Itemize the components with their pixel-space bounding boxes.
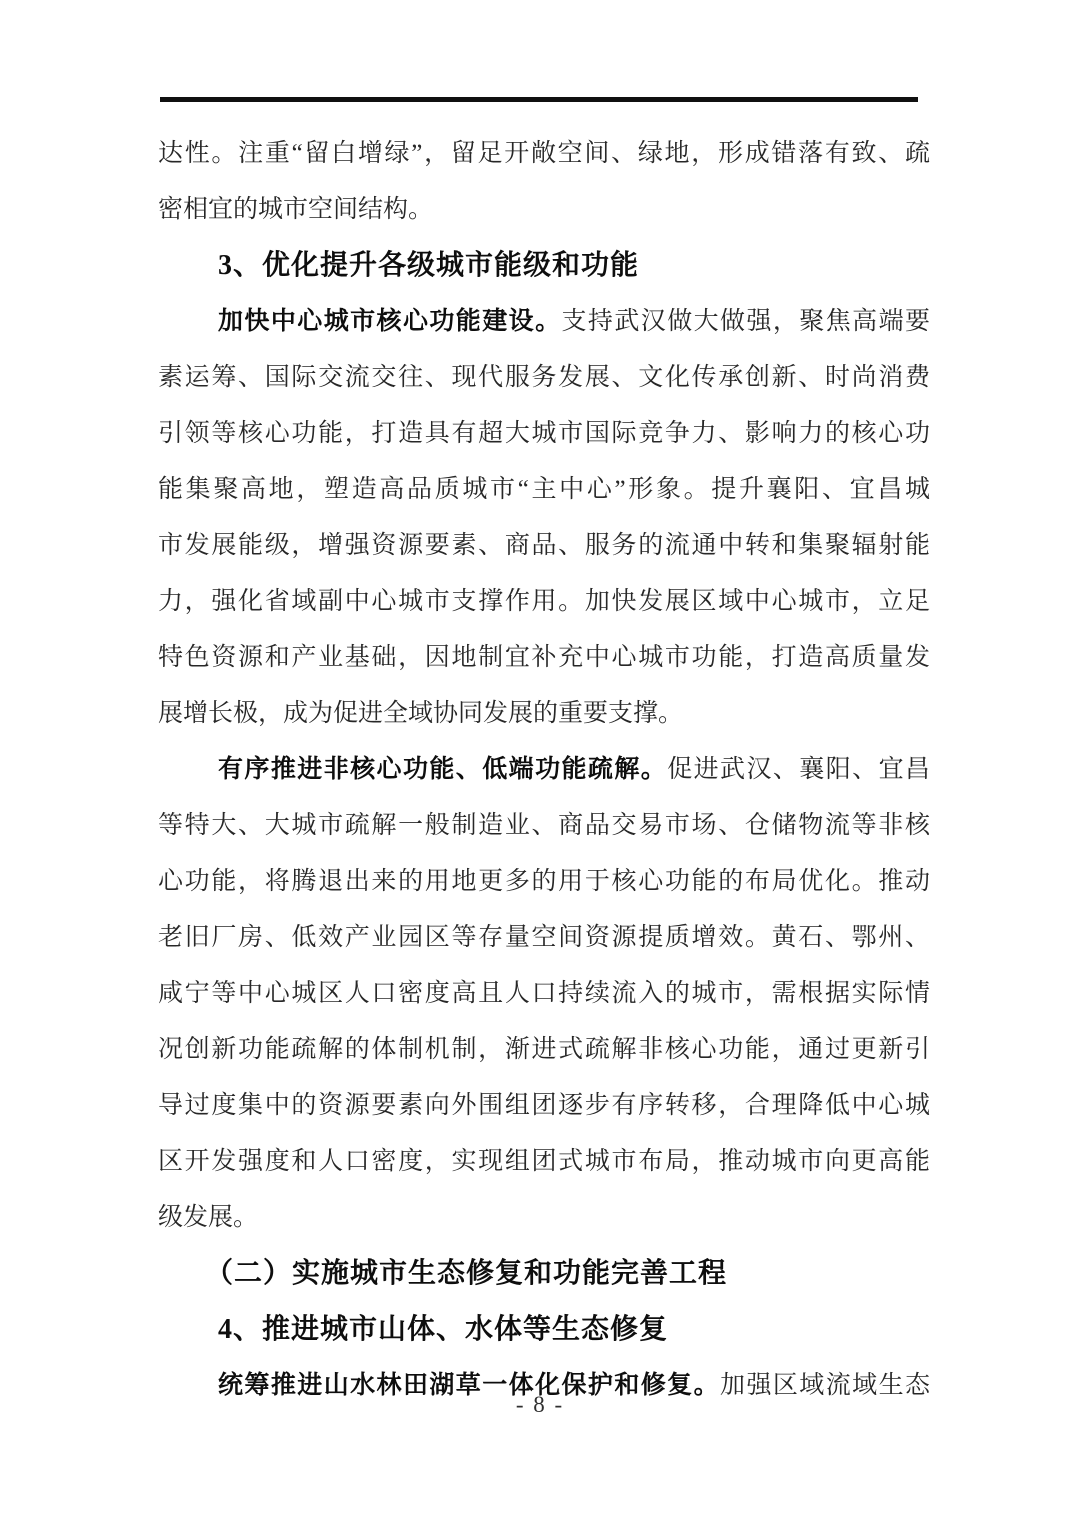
text-line: 特色资源和产业基础，因地制宜补充中心城市功能，打造高质量发: [158, 644, 930, 671]
text-line: 能集聚高地，塑造高品质城市“主中心”形象。提升襄阳、宜昌城: [158, 476, 930, 503]
text-line: 引领等核心功能，打造具有超大城市国际竞争力、影响力的核心功: [158, 420, 930, 447]
text-line: 达性。注重“留白增绿”，留足开敞空间、绿地，形成错落有致、疏: [158, 140, 930, 167]
text-line: 素运筹、国际交流交往、现代服务发展、文化传承创新、时尚消费: [158, 364, 930, 391]
page-number: - 8 -: [515, 1392, 565, 1417]
text-line: 级发展。: [158, 1204, 259, 1231]
numbered-heading: 4、推进城市山体、水体等生态修复: [218, 1314, 669, 1345]
document-body: [158, 126, 930, 1414]
paragraph-text: 促进武汉、襄阳、宜昌: [667, 756, 930, 783]
text-line: 况创新功能疏解的体制机制，渐进式疏解非核心功能，通过更新引: [158, 1036, 930, 1063]
text-line: 区开发强度和人口密度，实现组团式城市布局，推动城市向更高能: [158, 1148, 930, 1175]
paragraph-text: 支持武汉做大做强，聚焦高端要: [561, 308, 930, 335]
text-line: 力，强化省域副中心城市支撑作用。加快发展区域中心城市，立足: [158, 588, 930, 615]
text-line: 市发展能级，增强资源要素、商品、服务的流通中转和集聚辐射能: [158, 532, 930, 559]
text-line: 咸宁等中心城区人口密度高且人口持续流入的城市，需根据实际情: [158, 980, 930, 1007]
paragraph-first-line: [158, 294, 930, 350]
paragraph-text: 加强区域流域生态: [720, 1372, 930, 1399]
text-line: 密相宜的城市空间结构。: [158, 196, 434, 223]
paragraph-lead-bold: 加快中心城市核心功能建设。: [218, 308, 562, 335]
header-rule: [160, 97, 918, 102]
text-line: 心功能，将腾退出来的用地更多的用于核心功能的布局优化。推动: [158, 868, 930, 895]
paragraph-lead-bold: 有序推进非核心功能、低端功能疏解。: [218, 756, 668, 783]
text-line: 老旧厂房、低效产业园区等存量空间资源提质增效。黄石、鄂州、: [158, 924, 930, 951]
paragraph-first-line: [158, 742, 930, 798]
paragraph-lead-bold: 统筹推进山水林田湖草一体化保护和修复。: [218, 1372, 721, 1399]
section-heading: （二）实施城市生态修复和功能完善工程: [205, 1258, 728, 1289]
text-line: 导过度集中的资源要素向外围组团逐步有序转移，合理降低中心城: [158, 1092, 930, 1119]
text-line: 展增长极，成为促进全域协同发展的重要支撑。: [158, 700, 684, 727]
numbered-heading: 3、优化提升各级城市能级和功能: [218, 250, 640, 281]
text-line: 等特大、大城市疏解一般制造业、商品交易市场、仓储物流等非核: [158, 812, 930, 839]
